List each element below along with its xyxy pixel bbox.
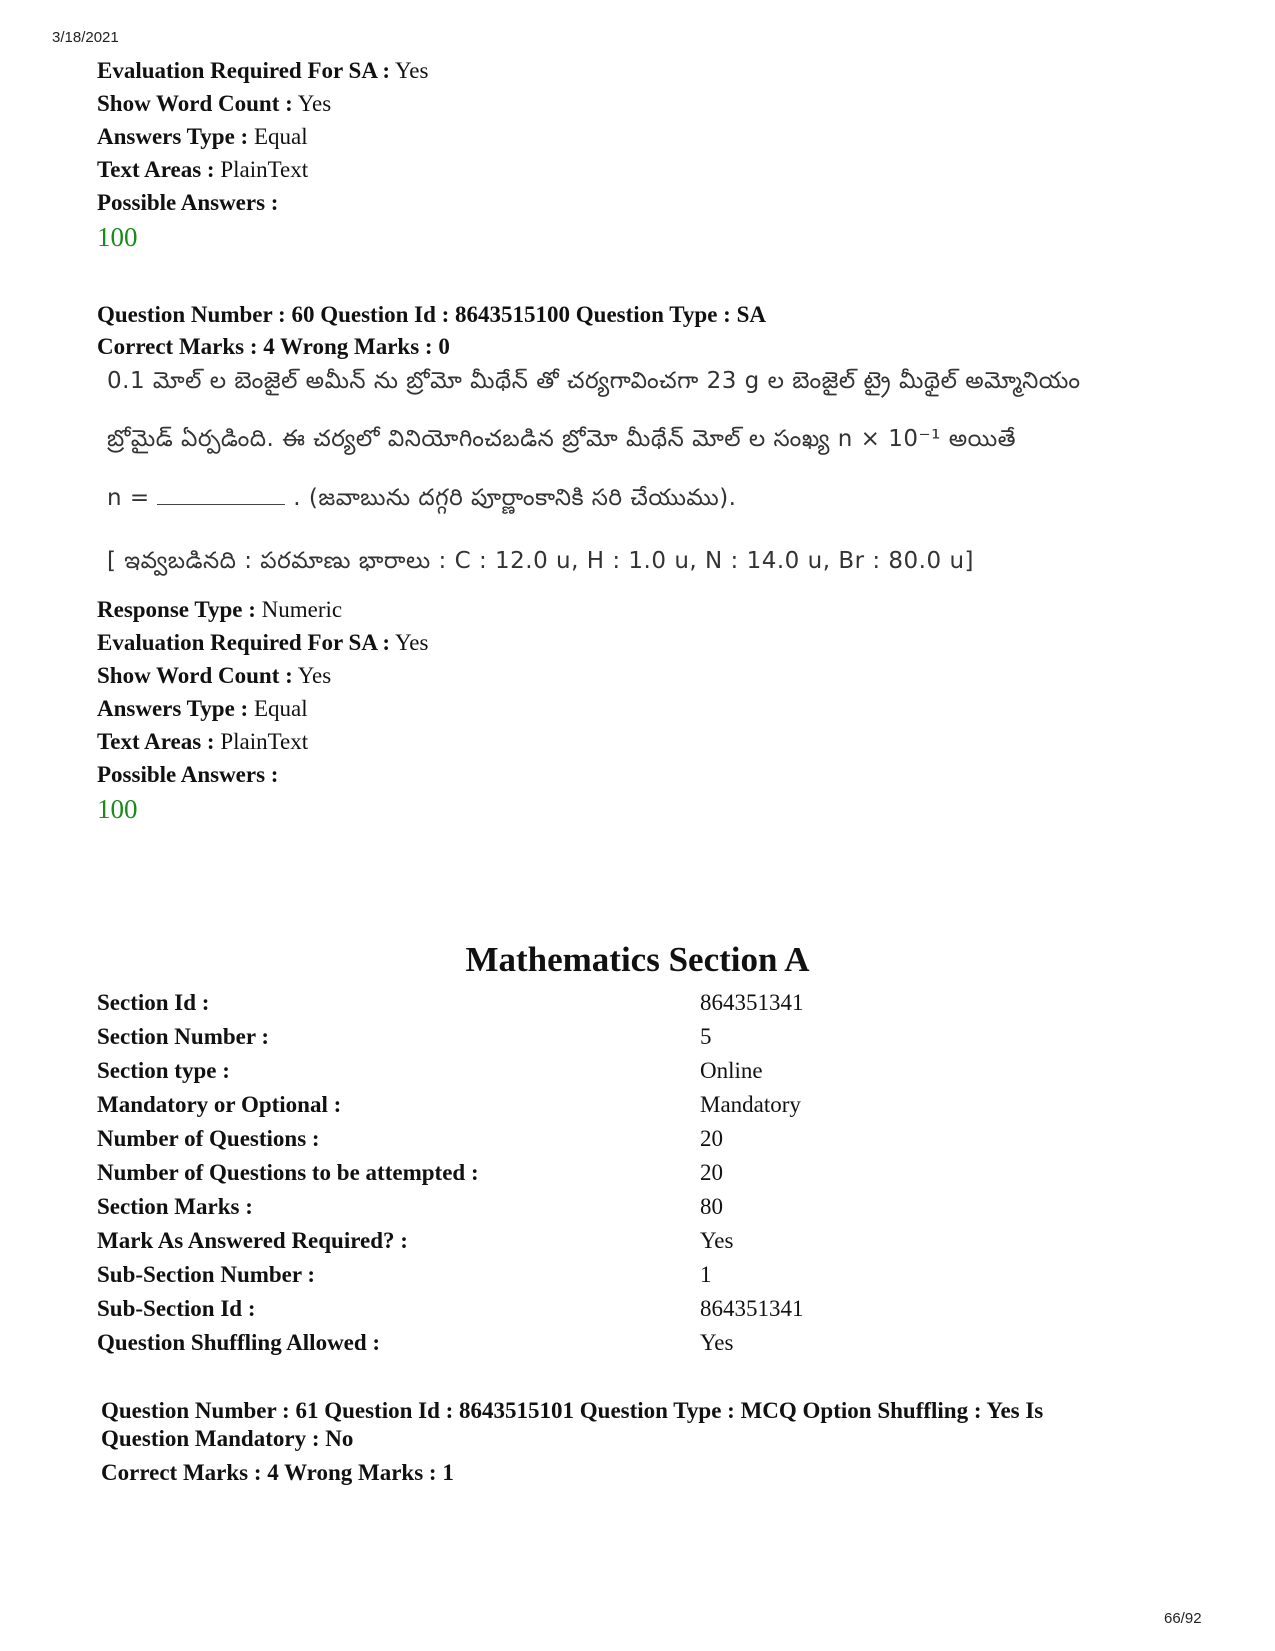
field-value: PlainText	[220, 729, 309, 754]
question-meta-line: Question Number : 61 Question Id : 8643515101 Question Type : MCQ Option Shuffling : Yes Is	[101, 1398, 1044, 1423]
section-info-row	[97, 986, 1177, 1020]
field-row	[97, 120, 428, 153]
field-value: Equal	[253, 124, 308, 149]
section-info-value: Yes	[700, 1228, 734, 1253]
section-info-label: Section Number :	[97, 1024, 270, 1049]
prev-question-fields	[97, 54, 428, 253]
section-info-value: Mandatory	[700, 1092, 801, 1117]
section-info-label: Sub-Section Id :	[97, 1296, 256, 1321]
field-value: Yes	[297, 663, 332, 688]
section-info-row	[97, 1224, 1177, 1258]
section-info-label: Section Id :	[97, 990, 210, 1015]
field-label: Evaluation Required For SA :	[97, 58, 391, 83]
section-title: Mathematics Section A	[465, 940, 810, 979]
section-info-row	[97, 1122, 1177, 1156]
page-number: 66/92	[1164, 1610, 1202, 1627]
section-info-value: 864351341	[700, 1296, 804, 1321]
section-info-value: 1	[700, 1262, 712, 1287]
field-row	[97, 692, 428, 725]
field-row	[97, 758, 428, 791]
section-info-label: Sub-Section Number :	[97, 1262, 316, 1287]
field-value: Yes	[395, 58, 429, 83]
question-text-line: బ్రోమైడ్ ఏర్పడింది. ఈ చర్యలో వినియోగించబడిన బ్రోమో మీథేన్ మోల్ ల సంఖ్య n × 10⁻¹ అయితే	[107, 426, 1017, 452]
field-label: Possible Answers :	[97, 762, 279, 787]
section-info-row	[97, 1326, 1177, 1360]
question-meta-line: Question Mandatory : No	[101, 1426, 354, 1451]
field-row	[97, 725, 428, 758]
section-info-label: Mark As Answered Required? :	[97, 1228, 408, 1253]
section-info-value: 80	[700, 1194, 723, 1219]
field-row	[97, 186, 428, 219]
section-info-label: Number of Questions to be attempted :	[97, 1160, 479, 1185]
section-info-label: Question Shuffling Allowed :	[97, 1330, 381, 1355]
question-text-line	[107, 484, 736, 517]
section-info-value: Online	[700, 1058, 763, 1083]
field-value: Yes	[395, 630, 429, 655]
question-61-header	[101, 1397, 1181, 1487]
section-info-row	[97, 1088, 1177, 1122]
section-info-label: Section Marks :	[97, 1194, 253, 1219]
field-value: Numeric	[261, 597, 343, 622]
section-info-label: Number of Questions :	[97, 1126, 320, 1151]
answer-blank	[157, 484, 285, 505]
section-info-value: 5	[700, 1024, 712, 1049]
section-info-row	[97, 1258, 1177, 1292]
question-60-header	[97, 299, 766, 363]
field-label: Response Type :	[97, 597, 256, 622]
section-info-row	[97, 1156, 1177, 1190]
section-info-row	[97, 1190, 1177, 1224]
field-label: Evaluation Required For SA :	[97, 630, 391, 655]
section-info-label: Section type :	[97, 1058, 230, 1083]
question-60-fields	[97, 593, 428, 825]
section-info-value: 864351341	[700, 990, 804, 1015]
field-label: Text Areas :	[97, 729, 215, 754]
field-label: Show Word Count :	[97, 663, 293, 688]
field-value: Equal	[253, 696, 308, 721]
field-row	[97, 87, 428, 120]
section-info-value: Yes	[700, 1330, 734, 1355]
question-meta-line: Question Number : 60 Question Id : 8643515100 Question Type : SA	[97, 302, 766, 327]
field-row	[97, 626, 428, 659]
question-60-text	[103, 368, 1203, 618]
field-label: Text Areas :	[97, 157, 215, 182]
section-info-row	[97, 1020, 1177, 1054]
question-text-line: 0.1 మోల్ ల బెంజైల్ అమీన్ ను బ్రోమో మీథేన్ తో చర్యగావించగా 23 g ల బెంజైల్ ట్రై మీథైల్ అమ్మోనియం	[107, 368, 1081, 394]
field-label: Answers Type :	[97, 696, 249, 721]
field-row	[97, 153, 428, 186]
answer-variable: n =	[107, 485, 150, 511]
field-row	[97, 593, 428, 626]
section-info-value: 20	[700, 1160, 723, 1185]
section-info-value: 20	[700, 1126, 723, 1151]
field-row	[97, 54, 428, 87]
field-value: PlainText	[220, 157, 309, 182]
section-info-row	[97, 1292, 1177, 1326]
possible-answer-value: 100	[97, 794, 138, 824]
marks-line: Correct Marks : 4 Wrong Marks : 1	[101, 1460, 454, 1485]
rounding-note: . (జవాబును దగ్గరి పూర్ణాంకానికి సరి చేయుము).	[293, 485, 737, 511]
field-row	[97, 659, 428, 692]
field-label: Answers Type :	[97, 124, 249, 149]
section-info-label: Mandatory or Optional :	[97, 1092, 342, 1117]
print-date: 3/18/2021	[52, 29, 119, 46]
possible-answer-value: 100	[97, 222, 138, 252]
field-value: Yes	[297, 91, 332, 116]
field-label: Show Word Count :	[97, 91, 293, 116]
marks-line: Correct Marks : 4 Wrong Marks : 0	[97, 334, 450, 359]
field-label: Possible Answers :	[97, 190, 279, 215]
section-info-row	[97, 1054, 1177, 1088]
given-atomic-masses: [ ఇవ్వబడినది : పరమాణు భారాలు : C : 12.0 u, H : 1.0 u, N : 14.0 u, Br : 80.0 u]	[107, 548, 974, 574]
